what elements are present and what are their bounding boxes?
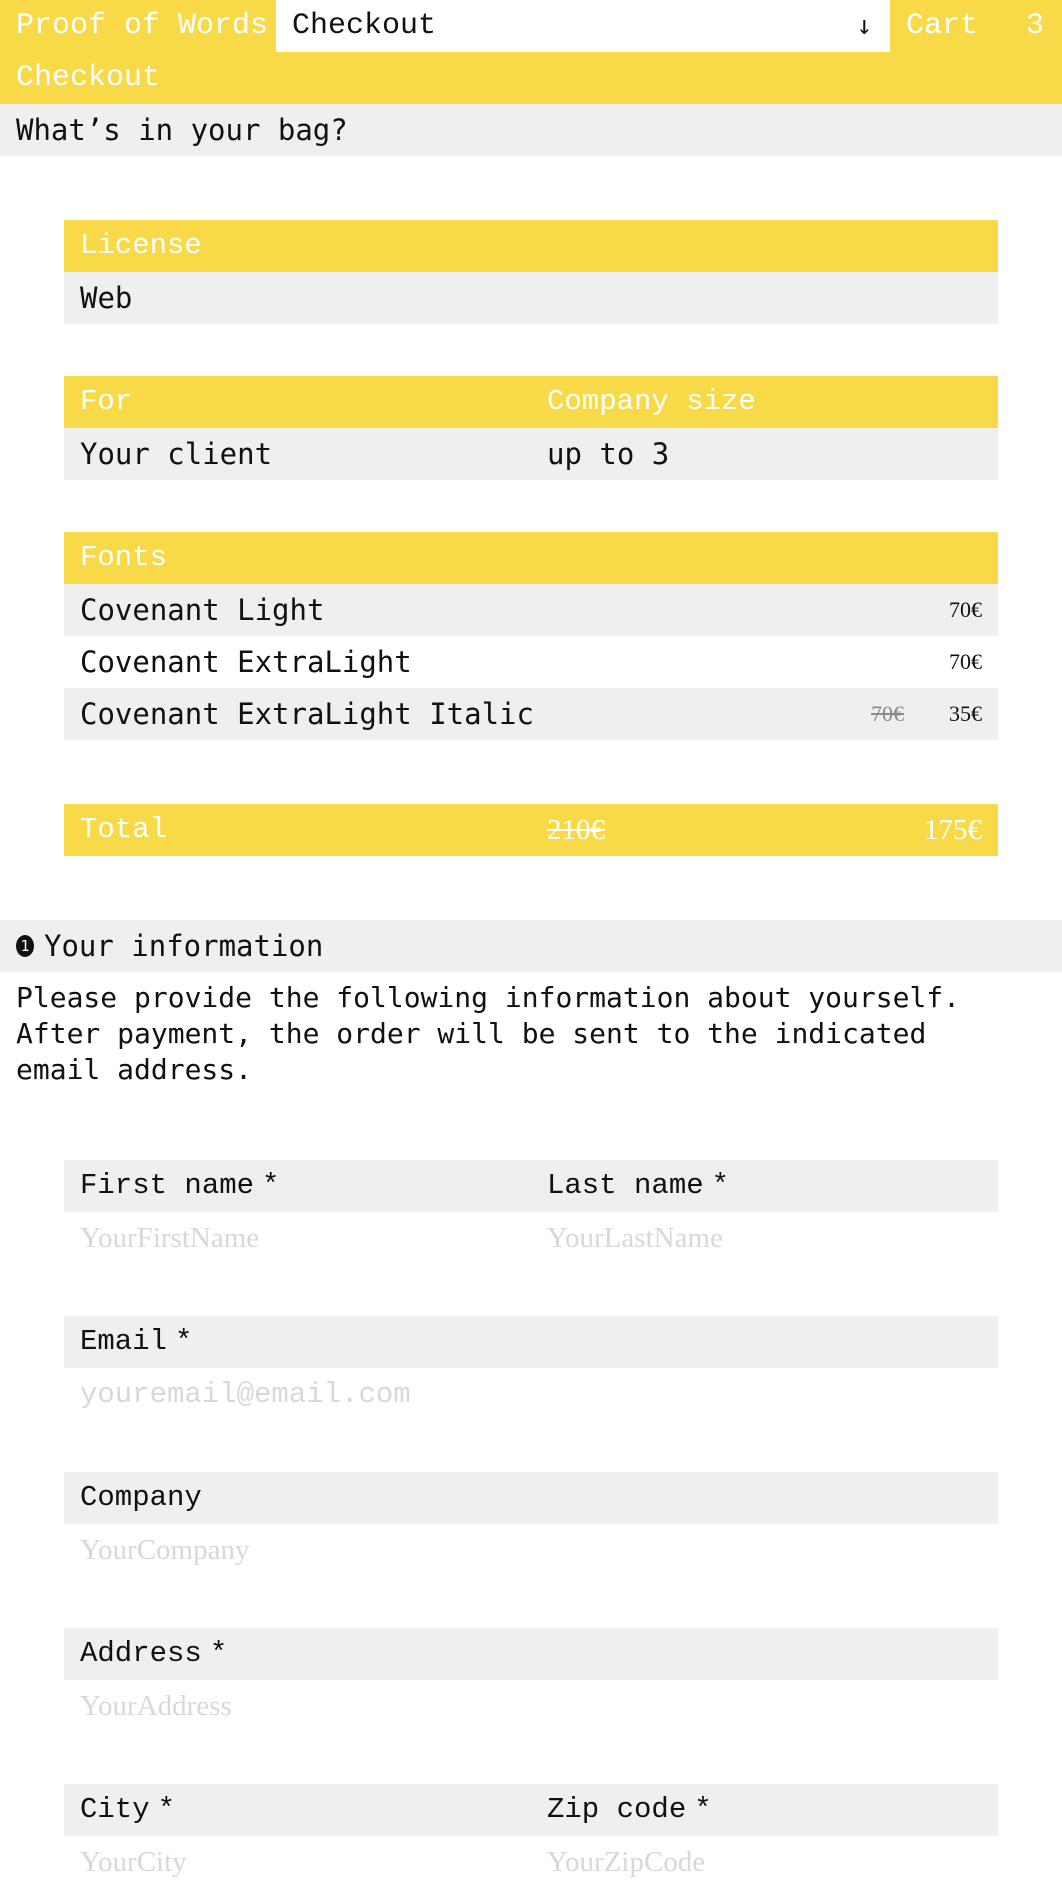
license-header: License — [80, 229, 202, 262]
name-label-row — [64, 1160, 998, 1212]
info-intro-text: Please provide the following information about yourself. After payment, the order will be sent to the indicated email address. — [16, 981, 961, 1086]
brand-link[interactable]: Proof of Words — [16, 9, 269, 43]
zip-label: Zip code * — [547, 1793, 712, 1826]
zip-input[interactable] — [531, 1836, 998, 1888]
total-price: 175€ — [924, 814, 982, 846]
bag-section-header — [0, 104, 1062, 156]
font-price: 70€ — [949, 649, 982, 674]
info-heading: Your information — [44, 929, 324, 963]
company-label-row — [64, 1472, 998, 1524]
address-input-row — [64, 1680, 998, 1732]
last-name-input[interactable] — [531, 1212, 998, 1264]
for-header: For — [80, 385, 133, 418]
city-label: City * — [80, 1793, 176, 1826]
total-old-price: 210€ — [547, 814, 605, 846]
font-name: Covenant Light — [80, 593, 325, 627]
company-input[interactable] — [64, 1524, 998, 1576]
email-label-row — [64, 1316, 998, 1368]
license-header-row — [64, 220, 998, 272]
font-item-row — [64, 636, 998, 688]
step-number-icon: 1 — [16, 935, 34, 957]
arrow-down-icon: ↓ — [856, 11, 872, 41]
company-size-header: Company size — [547, 385, 756, 418]
cart-link[interactable]: Cart — [906, 9, 979, 43]
name-input-row — [64, 1212, 998, 1264]
font-name: Covenant ExtraLight Italic — [80, 697, 534, 731]
bag-heading: What’s in your bag? — [16, 113, 348, 147]
page-title: Checkout — [16, 61, 161, 95]
fonts-header-row — [64, 532, 998, 584]
font-old-price: 70€ — [871, 701, 904, 726]
required-mark: * — [262, 1169, 280, 1202]
city-zip-label-row — [64, 1784, 998, 1836]
page-select[interactable] — [276, 0, 890, 52]
company-input-row — [64, 1524, 998, 1576]
city-zip-input-row — [64, 1836, 998, 1888]
first-name-input[interactable] — [64, 1212, 540, 1264]
required-mark: * — [157, 1793, 176, 1826]
address-label: Address * — [80, 1637, 228, 1670]
top-nav — [0, 0, 1062, 52]
license-value: Web — [80, 281, 133, 315]
address-input[interactable] — [64, 1680, 998, 1732]
fonts-header: Fonts — [80, 541, 168, 574]
license-value-row — [64, 272, 998, 324]
company-label: Company — [80, 1481, 202, 1514]
font-item-row — [64, 688, 998, 740]
email-label: Email * — [80, 1325, 193, 1358]
required-mark: * — [209, 1637, 228, 1670]
total-row — [64, 804, 998, 856]
font-price: 35€ — [949, 701, 982, 726]
page-title-bar — [0, 52, 1062, 104]
usage-header-row — [64, 376, 998, 428]
last-name-label: Last name * — [547, 1169, 730, 1202]
info-section-header — [0, 920, 1062, 972]
city-input[interactable] — [64, 1836, 540, 1888]
required-mark: * — [175, 1325, 193, 1358]
first-name-label: First name * — [80, 1169, 280, 1202]
required-mark: * — [711, 1169, 730, 1202]
total-label: Total — [80, 813, 168, 846]
font-name: Covenant ExtraLight — [80, 645, 412, 679]
usage-value-row — [64, 428, 998, 480]
cart-count-badge[interactable]: 3 — [1026, 9, 1045, 43]
address-label-row — [64, 1628, 998, 1680]
company-size-value: up to 3 — [547, 437, 670, 471]
email-input-row — [64, 1368, 998, 1420]
for-value: Your client — [80, 437, 273, 471]
font-price: 70€ — [949, 597, 982, 622]
page-select-value: Checkout — [292, 9, 437, 43]
email-input[interactable] — [64, 1368, 998, 1420]
font-item-row — [64, 584, 998, 636]
required-mark: * — [694, 1793, 712, 1826]
